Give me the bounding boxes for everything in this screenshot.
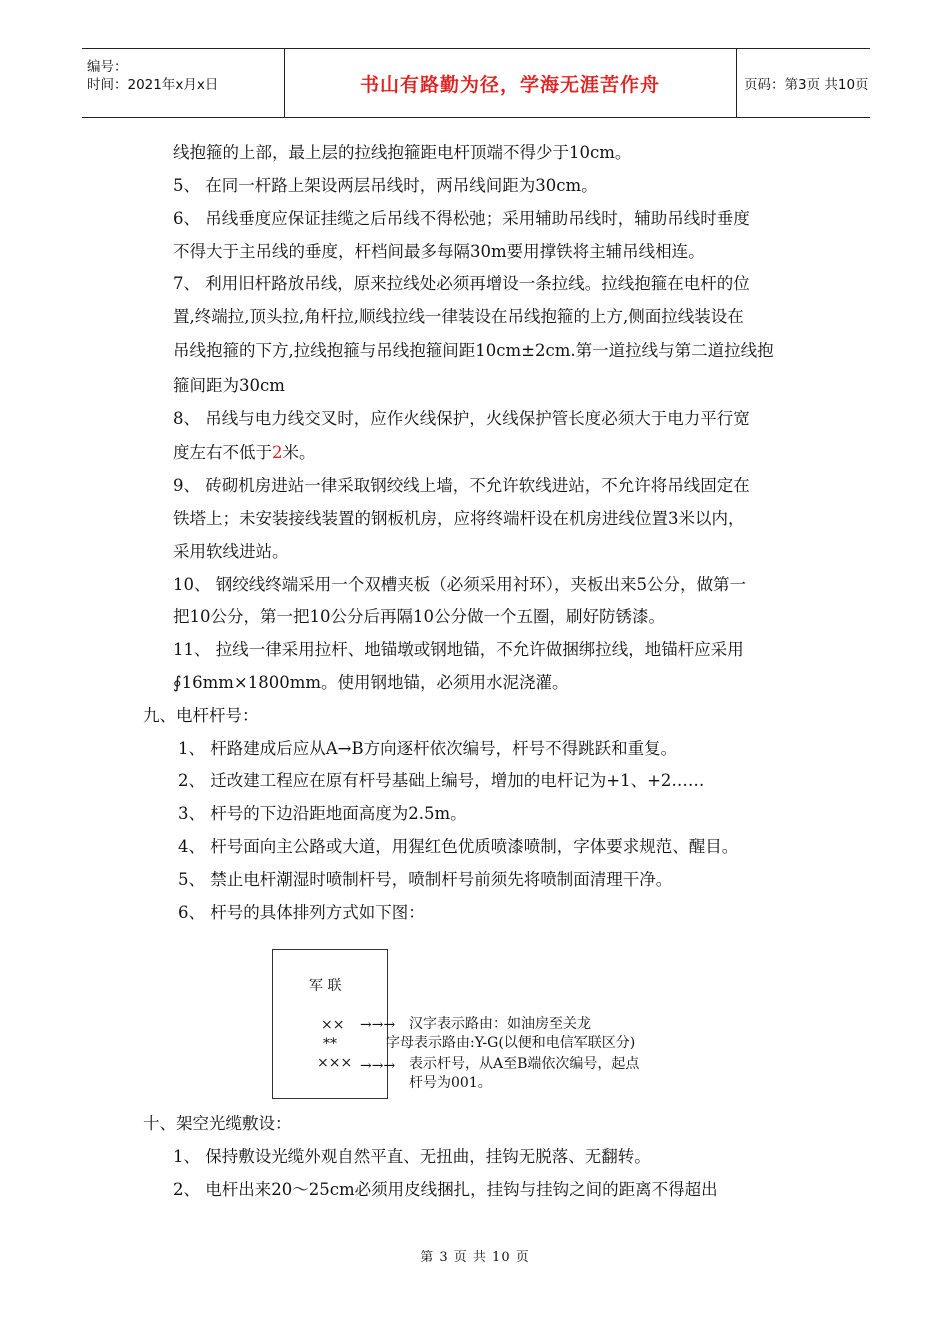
header-time-label: 时间：2021年x月x日 — [87, 77, 219, 93]
diagram-title: 军 联 — [309, 978, 342, 994]
item-8-highlight-number: 2 — [272, 443, 283, 462]
item-11-line2: ∮16mm×1800mm。使用钢地锚，必须用水泥浇灌。 — [173, 673, 569, 692]
paragraph-line: 线抱箍的上部，最上层的拉线抱箍距电杆顶端不得少于10cm。 — [173, 143, 632, 162]
diagram-row2-desc: 字母表示路由:Y-G(以便和电信军联区分) — [386, 1035, 636, 1051]
header-number-label: 编号： — [87, 59, 128, 75]
item-7-line3: 吊线抱箍的下方,拉线抱箍与吊线抱箍间距10cm±2cm.第一道拉线与第二道拉线抱 — [173, 341, 774, 360]
page-footer: 第 3 页 共 10 页 — [420, 1250, 530, 1265]
section-9-item-1: 1、 杆路建成后应从A→B方向逐杆依次编号，杆号不得跳跃和重复。 — [178, 739, 678, 758]
diagram-row2-mark: ** — [323, 1036, 337, 1052]
section-10-item-2: 2、 电杆出来20～25cm必须用皮线捆扎，挂钩与挂钩之间的距离不得超出 — [173, 1180, 718, 1199]
diagram-row1-arrow: →→→ — [360, 1017, 396, 1033]
section-9-item-4: 4、 杆号面向主公路或大道，用猩红色优质喷漆喷制，字体要求规范、醒目。 — [178, 837, 739, 856]
diagram-row3-arrow: →→→ — [360, 1058, 396, 1074]
item-9-line1: 9、 砖砌机房进站一律采取钢绞线上墙，不允许软线进站，不允许将吊线固定在 — [173, 476, 750, 495]
item-9-line3: 采用软线进站。 — [173, 542, 289, 561]
section-9-item-3: 3、 杆号的下边沿距地面高度为2.5m。 — [178, 804, 467, 823]
section-10-title: 十、架空光缆敷设： — [143, 1114, 292, 1133]
item-11-line1: 11、 拉线一律采用拉杆、地锚墩或钢地锚，不允许做捆绑拉线，地锚杆应采用 — [173, 640, 744, 659]
page-header — [82, 48, 870, 118]
item-7-line2: 置,终端拉,顶头拉,角杆拉,顺线拉线一律装设在吊线抱箍的上方,侧面拉线装设在 — [173, 307, 744, 326]
header-page-info: 页码：第3页 共10页 — [744, 77, 869, 93]
section-9-item-6: 6、 杆号的具体排列方式如下图： — [178, 903, 425, 922]
item-10-line1: 10、 钢绞线终端采用一个双槽夹板（必须采用衬环），夹板出来5公分，做第一 — [173, 575, 746, 594]
diagram-row3-desc-cont: 杆号为001。 — [409, 1075, 492, 1091]
section-9-item-2: 2、 迁改建工程应在原有杆号基础上编号，增加的电杆记为+1、+2…… — [178, 771, 705, 790]
item-5: 5、 在同一杆路上架设两层吊线时，两吊线间距为30cm。 — [173, 176, 598, 195]
item-6-line1: 6、 吊线垂度应保证挂缆之后吊线不得松弛；采用辅助吊线时，辅助吊线时垂度 — [173, 209, 750, 228]
item-10-line2: 把10公分，第一把10公分后再隔10公分做一个五圈，刷好防锈漆。 — [173, 607, 665, 626]
diagram-row3-mark: ××× — [317, 1055, 353, 1071]
diagram-row1-desc: 汉字表示路由：如油房至关龙 — [409, 1016, 591, 1032]
diagram-row3-desc: 表示杆号，从A至B端依次编号，起点 — [409, 1056, 640, 1072]
header-motto: 书山有路勤为径，学海无涯苦作舟 — [284, 49, 737, 117]
item-6-line2: 不得大于主吊线的垂度，杆档间最多每隔30m要用撑铁将主辅吊线相连。 — [173, 242, 705, 261]
item-8-line1: 8、 吊线与电力线交叉时，应作火线保护，火线保护管长度必须大于电力平行宽 — [173, 409, 750, 428]
section-9-item-5: 5、 禁止电杆潮湿时喷制杆号，喷制杆号前须先将喷制面清理干净。 — [178, 870, 673, 889]
item-8-text-post: 米。 — [282, 443, 316, 462]
item-7-line1: 7、 利用旧杆路放吊线，原来拉线处必须再增设一条拉线。拉线抱箍在电杆的位 — [173, 274, 750, 293]
item-9-line2: 铁塔上；未安装接线装置的钢板机房，应将终端杆设在机房进线位置3米以内， — [173, 509, 745, 528]
section-9-title: 九、电杆杆号： — [143, 706, 259, 725]
section-10-item-1: 1、 保持敷设光缆外观自然平直、无扭曲，挂钩无脱落、无翻转。 — [173, 1147, 651, 1166]
item-7-line4: 箍间距为30cm — [173, 376, 285, 395]
header-meta-cell — [82, 49, 285, 117]
item-8-text-pre: 度左右不低于 — [173, 443, 272, 462]
item-8-line2 — [173, 443, 316, 463]
diagram-row1-mark: ×× — [321, 1017, 345, 1033]
